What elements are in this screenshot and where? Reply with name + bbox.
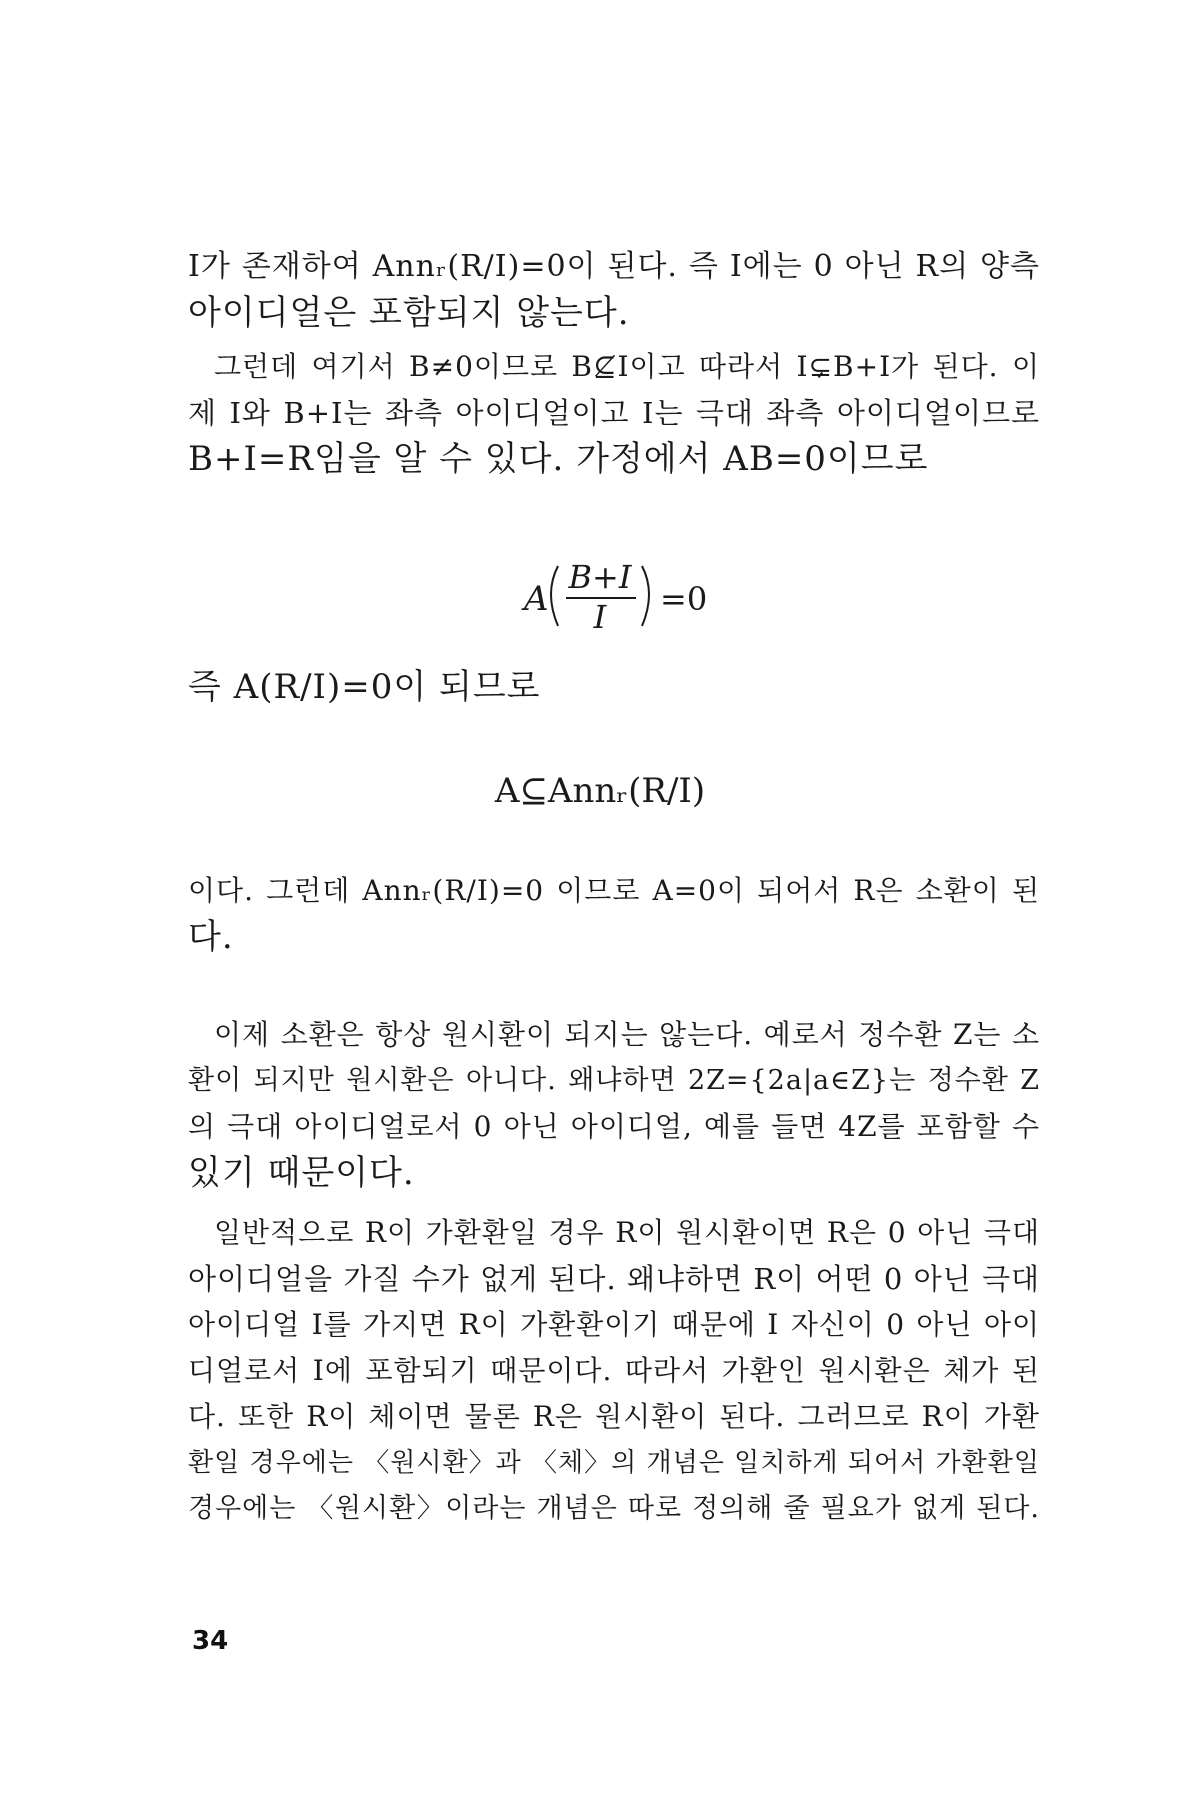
equation-denominator: I xyxy=(593,598,607,636)
equation-numerator: B+I xyxy=(568,558,632,596)
text-line: 환이 되지만 원시환은 아니다. 왜냐하면 2Z={2a|a∈Z}는 정수환 Z xyxy=(188,1065,1040,1096)
text-line: 의 극대 아이디얼로서 0 아닌 아이디얼, 예를 들면 4Z를 포함할 수 xyxy=(188,1110,1040,1143)
equation-rhs: =0 xyxy=(660,580,708,618)
text-line: 아이디얼은 포함되지 않는다. xyxy=(188,293,630,333)
text-line: 있기 때문이다. xyxy=(188,1153,415,1193)
text-line: 일반적으로 R이 가환환일 경우 R이 원시환이면 R은 0 아닌 극대 xyxy=(214,1216,1040,1249)
text-line: 다. 또한 R이 체이면 물론 R은 원시환이 된다. 그러므로 R이 가환 xyxy=(188,1400,1040,1433)
text-line: 환일 경우에는 〈원시환〉과 〈체〉의 개념은 일치하게 되어서 가환환일 xyxy=(188,1448,1040,1478)
right-paren xyxy=(642,566,649,626)
text-line: 다. xyxy=(188,917,234,957)
text-line: 디얼로서 I에 포함되기 때문이다. 따라서 가환인 원시환은 체가 된 xyxy=(188,1354,1040,1387)
page-number: 34 xyxy=(192,1626,229,1656)
fraction-equation xyxy=(0,548,1200,636)
equation-lhs: A xyxy=(524,579,549,619)
text-line: 아이디얼 I를 가지면 R이 가환환이기 때문에 I 자신이 0 아닌 아이 xyxy=(188,1308,1040,1341)
text-line: 이제 소환은 항상 원시환이 되지는 않는다. 예로서 정수환 Z는 소 xyxy=(214,1018,1040,1051)
text-line: 즉 A(R/I)=0이 되므로 xyxy=(188,667,541,707)
equation-centered: A⊆Annᵣ(R/I) xyxy=(494,771,706,811)
text-line: 경우에는 〈원시환〉이라는 개념은 따로 정의해 줄 필요가 없게 된다. xyxy=(188,1493,1040,1524)
text-line: B+I=R임을 알 수 있다. 가정에서 AB=0이므로 xyxy=(188,439,929,479)
text-line: I가 존재하여 Annᵣ(R/I)=0이 된다. 즉 I에는 0 아닌 R의 양측 xyxy=(188,249,1040,284)
text-line: 그런데 여기서 B≠0이므로 B⊈I이고 따라서 I⊊B+I가 된다. 이 xyxy=(214,350,1040,383)
left-paren xyxy=(551,566,558,626)
text-line: 이다. 그런데 Annᵣ(R/I)=0 이므로 A=0이 되어서 R은 소환이 된 xyxy=(188,874,1040,907)
text-line: 제 I와 B+I는 좌측 아이디얼이고 I는 극대 좌측 아이디얼이므로 xyxy=(188,396,1040,430)
text-line: 아이디얼을 가질 수가 없게 된다. 왜냐하면 R이 어떤 0 아닌 극대 xyxy=(188,1262,1040,1296)
